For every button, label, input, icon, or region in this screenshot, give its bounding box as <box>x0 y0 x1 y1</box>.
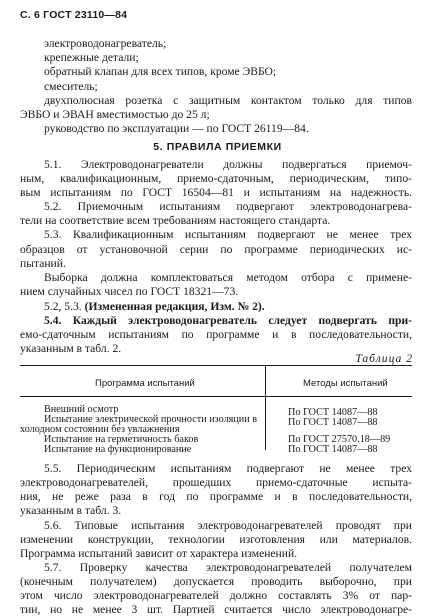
table-cell-program: Испытание электрической прочности изоляции в <box>44 414 258 425</box>
amendment-text: (Измененная редакция, Изм. № 2). <box>84 300 265 313</box>
text-line: нием случайных чисел по ГОСТ 18321—73. <box>20 285 239 298</box>
text-line: емо-сдаточным испытаниям по программе и в последовательности, <box>20 328 412 341</box>
table-cell-method: По ГОСТ 14087—88 <box>288 417 378 428</box>
text-line: ния, не реже раза в год по программе и в последовательности, <box>20 490 412 503</box>
table-column-divider <box>265 365 266 450</box>
table-cell-program: холодном состоянии без увлажнения <box>20 424 180 435</box>
text-line: 5.3. Квалификационным испытаниям подвергают не менее трех <box>44 228 412 241</box>
list-item: ЭВБО и ЭВАН вместимостью до 25 л; <box>20 108 210 121</box>
text-line: указанным в табл. 2. <box>20 342 122 355</box>
text-line: 5.4. Каждый электроводонагреватель следует подвергать при- <box>44 314 412 327</box>
list-item: электроводонагреватель; <box>44 37 167 50</box>
text-line: пытаний. <box>20 257 66 270</box>
text-line: 5.7. Проверку качества электроводонагревателей получателем <box>44 561 412 574</box>
text-line: 5.2. Приемочным испытаниям подвергают электроводонагрева- <box>44 200 412 213</box>
table-cell-program: Внешний осмотр <box>44 404 119 415</box>
list-item: руководство по эксплуатации — по ГОСТ 26119—84. <box>44 122 309 135</box>
text-line: тели на соответствие всем требованиям настоящего стандарта. <box>20 214 331 227</box>
text-line: указанным в табл. 3. <box>20 504 122 517</box>
table-caption: Таблица 2 <box>355 352 413 365</box>
text-line: этом число электроводонагревателей должно составлять 3% от пар- <box>20 589 412 602</box>
text-line: изменении конструкции, технологии изготовления или материалов. <box>20 533 412 546</box>
text-line: электроводонагревателей, прошедших приемо-сдаточные испыта- <box>20 476 412 489</box>
text-line: Выборка должна комплектоваться методом отбора с примене- <box>44 271 412 284</box>
text-line: вым испытаниям по ГОСТ 16504—81 и испытаниям на надежность. <box>20 186 412 199</box>
table-cell-method: По ГОСТ 14087—88 <box>288 407 378 418</box>
table-cell-program: Испытание на герметичность баков <box>44 434 199 445</box>
text-line: 5.1. Электроводонагреватели должны подвергаться приемоч- <box>44 158 412 171</box>
table-header-methods: Методы испытаний <box>303 378 388 389</box>
table-header-program: Программа испытаний <box>95 378 195 389</box>
text-line: (конечным получателем) допускается проводить выборочно, при <box>20 575 412 588</box>
list-item: крепежные детали; <box>44 51 139 64</box>
list-item: двухполюсная розетка с защитным контактом только для типов <box>44 94 412 107</box>
table-cell-method: По ГОСТ 14087—88 <box>288 444 378 455</box>
table-header-rule <box>20 396 412 397</box>
amendment-note <box>44 300 265 313</box>
page-header: С. 6 ГОСТ 23110—84 <box>20 9 128 21</box>
table-top-rule <box>20 365 412 366</box>
list-item: обратный клапан для всех типов, кроме ЭВБО; <box>44 65 277 78</box>
text-line: образцов от установочной серии по программе периодических ис- <box>20 243 412 256</box>
table-cell-program: Испытание на функционирование <box>44 444 192 455</box>
section-title: 5. ПРАВИЛА ПРИЕМКИ <box>153 141 282 153</box>
text-line: ным, квалификационным, приемо-сдаточным, периодическим, типо- <box>20 172 412 185</box>
list-item: смеситель; <box>44 80 98 93</box>
text-line: Программа испытаний зависит от характера изменений. <box>20 547 298 560</box>
amendment-number: 5.2, 5.3. <box>44 300 85 313</box>
text-line: 5.5. Периодическим испытаниям подвергают не менее трех <box>44 462 412 475</box>
text-line: 5.6. Типовые испытания электроводонагревателей проводят при <box>44 519 412 532</box>
table-cell-method: По ГОСТ 27570.18—89 <box>288 434 391 445</box>
text-line: тии, но не менее 3 шт. Партией считается число электроводонагре- <box>20 603 412 616</box>
